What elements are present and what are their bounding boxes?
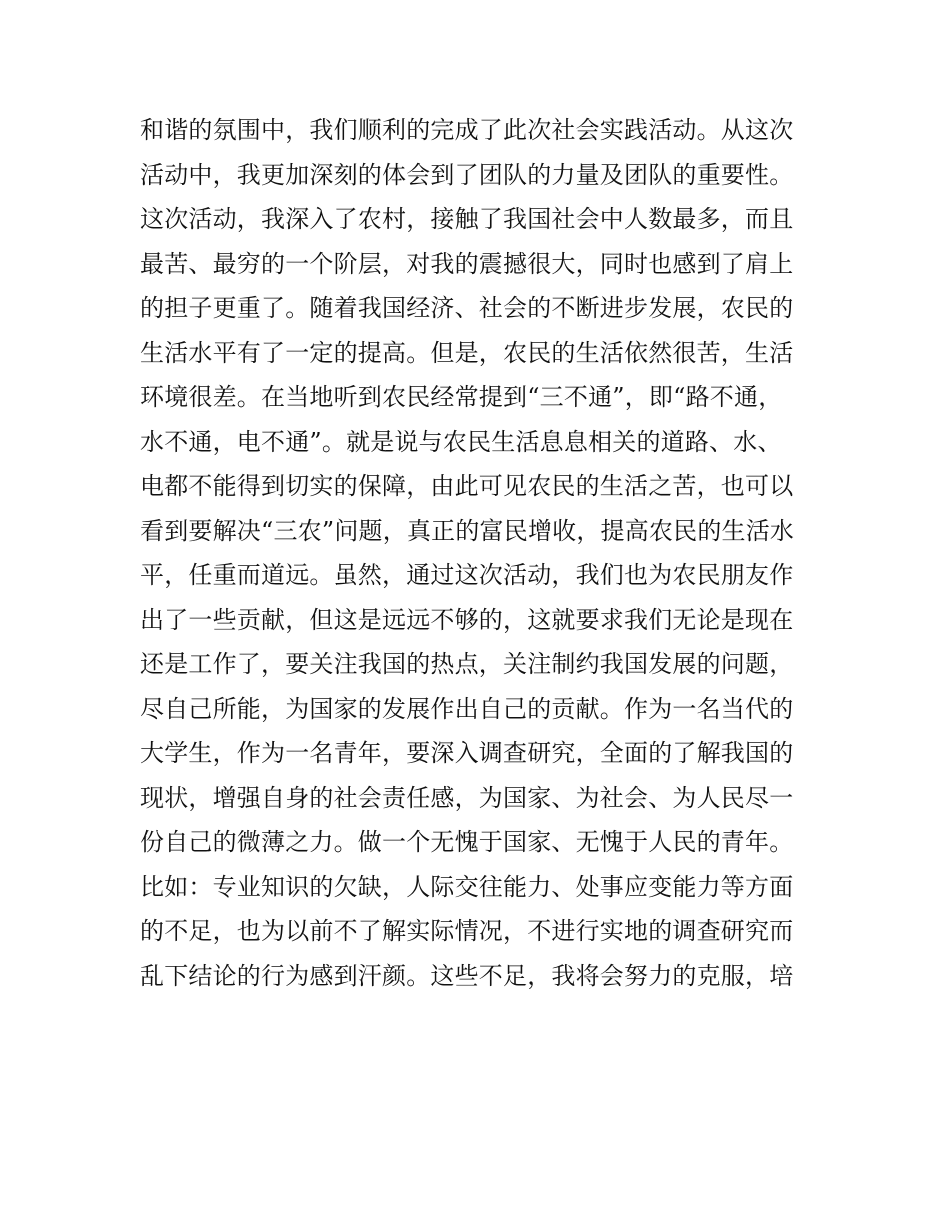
text-line: 的担子更重了。随着我国经济、社会的不断进步发展，农民的: [140, 294, 794, 322]
text-line: 现状，增强自身的社会责任感，为国家、为社会、为人民尽一: [140, 783, 794, 812]
text-line: 生活水平有了一定的提高。但是，农民的生活依然很苦，生活: [140, 338, 794, 367]
text-line: 电都不能得到切实的保障，由此可见农民的生活之苦，也可以: [140, 472, 794, 500]
text-line: 最苦、最穷的一个阶层，对我的震撼很大，同时也感到了肩上: [140, 249, 794, 278]
text-line: 大学生，作为一名青年，要深入调查研究，全面的了解我国的: [140, 739, 794, 767]
text-line: 比如：专业知识的欠缺，人际交往能力、处事应变能力等方面: [140, 872, 794, 901]
text-line: 的不足，也为以前不了解实际情况，不进行实地的调查研究而: [140, 917, 794, 945]
body-text: [140, 108, 820, 998]
text-line: 看到要解决“三农”问题，真正的富民增收，提高农民的生活水: [140, 516, 795, 545]
text-line: 活动中，我更加深刻的体会到了团队的力量及团队的重要性。: [140, 160, 794, 189]
text-line: 水不通，电不通”。就是说与农民生活息息相关的道路、水、: [140, 427, 782, 456]
text-line: 乱下结论的行为感到汗颜。这些不足，我将会努力的克服，培: [140, 961, 794, 990]
text-line: 还是工作了，要关注我国的热点，关注制约我国发展的问题，: [140, 650, 794, 678]
text-line: 平，任重而道远。虽然，通过这次活动，我们也为农民朋友作: [140, 561, 794, 589]
text-line: 尽自己所能，为国家的发展作出自己的贡献。作为一名当代的: [140, 694, 794, 723]
text-line: 出了一些贡献，但这是远远不够的，这就要求我们无论是现在: [140, 605, 794, 634]
text-line: 和谐的氛围中，我们顺利的完成了此次社会实践活动。从这次: [140, 116, 794, 144]
text-line: 份自己的微薄之力。做一个无愧于国家、无愧于人民的青年。: [140, 828, 794, 856]
text-line: 这次活动，我深入了农村，接触了我国社会中人数最多，而且: [140, 205, 794, 233]
text-line: 环境很差。在当地听到农民经常提到“三不通”，即“路不通，: [140, 383, 783, 411]
